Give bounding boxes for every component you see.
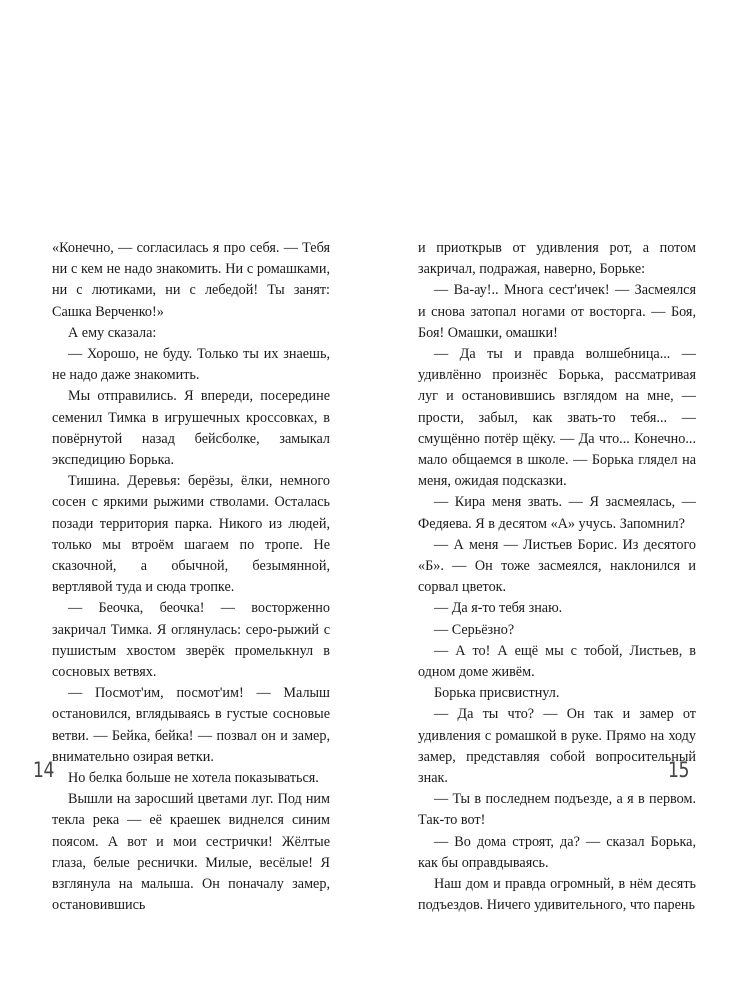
paragraph: — Серьёзно? <box>434 621 515 638</box>
paragraph: А ему сказала: <box>68 324 157 341</box>
paragraph: Вышли на заросший цветами луг. Под ним текла река — её краешек виднелся синим поясом. А вот и мои сестрички! Жёлтые глаза, белые реснички. Милые, весёлые! Я взглянула на малыша. Он поначалу замер, остановившись <box>52 791 330 914</box>
paragraph: Мы отправились. Я впереди, посередине семенил Тимка в игрушечных кроссовках, в повёрнутой назад бейсболке, замыкал экспедицию Борька. <box>52 388 330 469</box>
paragraph: — А меня — Листьев Борис. Из десятого «Б». — Он тоже засмеялся, наклонился и сорвал цветок. <box>418 536 696 596</box>
paragraph: — Да ты и правда волшебница... — удивлённо произнёс Борька, рассматривая луг и остановившись взглядом на мне, — прости, забыл, как звать-то тебя... — смущённо потёр щёку. — Да что... Конечно... мало общаемся в школе. — Борька глядел на меня, ожидая подсказки. <box>418 346 696 490</box>
right-page <box>418 238 696 917</box>
paragraph: — Да я-то тебя знаю. <box>434 600 563 617</box>
paragraph: — Во дома строят, да? — сказал Борька, как бы оправдываясь. <box>418 833 696 871</box>
paragraph: «Конечно, — согласилась я про себя. — Тебя ни с кем не надо знакомить. Ни с ромашками, ни с лютиками, ни с лебедой! Ты занят: Сашка Верченко!» <box>52 240 330 320</box>
paragraph: — Ты в последнем подъезде, а я в первом. Так-то вот! <box>418 791 696 829</box>
paragraph: — Беочка, беочка! — восторженно закричал Тимка. Я оглянулась: серо-рыжий с пушистым хвостом зверёк промелькнул в сосновых ветвях. <box>52 600 330 681</box>
paragraph: и приоткрыв от удивления рот, а потом закричал, подражая, наверно, Борьке: <box>418 240 696 278</box>
paragraph: Тишина. Деревья: берёзы, ёлки, немного сосен с яркими рыжими стволами. Осталась позади территория парка. Никого из людей, только мы втроём шагаем по тропе. Не сказочной, а обычной, безымянной, вертлявой туда и сюда тропке. <box>52 473 330 596</box>
paragraph: — Ва-ау!.. Многа сест'ичек! — Засмеялся и снова затопал ногами от восторга. — Боя, Боя! Омашки, омашки! <box>418 282 696 341</box>
paragraph: — Посмот'им, посмот'им! — Малыш остановился, вглядываясь в густые сосновые ветви. — Бейка, бейка! — позвал он и замер, внимательно озирая ветки. <box>52 685 330 765</box>
paragraph: Борька присвистнул. <box>434 685 560 702</box>
paragraph: — Кира меня звать. — Я засмеялась, — Федяева. Я в десятом «А» учусь. Запомнил? <box>418 494 696 532</box>
left-page <box>52 238 330 917</box>
paragraph: — А то! А ещё мы с тобой, Листьев, в одном доме живём. <box>418 642 696 681</box>
paragraph: Наш дом и правда огромный, в нём десять подъездов. Ничего удивительного, что парень <box>418 876 696 914</box>
paragraph: Но белка больше не хотела показываться. <box>68 770 319 787</box>
page-number-right: 15 <box>668 758 690 782</box>
paragraph: — Хорошо, не буду. Только ты их знаешь, не надо даже знакомить. <box>52 346 330 384</box>
paragraph: — Да ты что? — Он так и замер от удивления с ромашкой в руке. Прямо на ходу замер, представляя собой вопросительный знак. <box>418 706 696 787</box>
page-number-left: 14 <box>33 758 55 782</box>
